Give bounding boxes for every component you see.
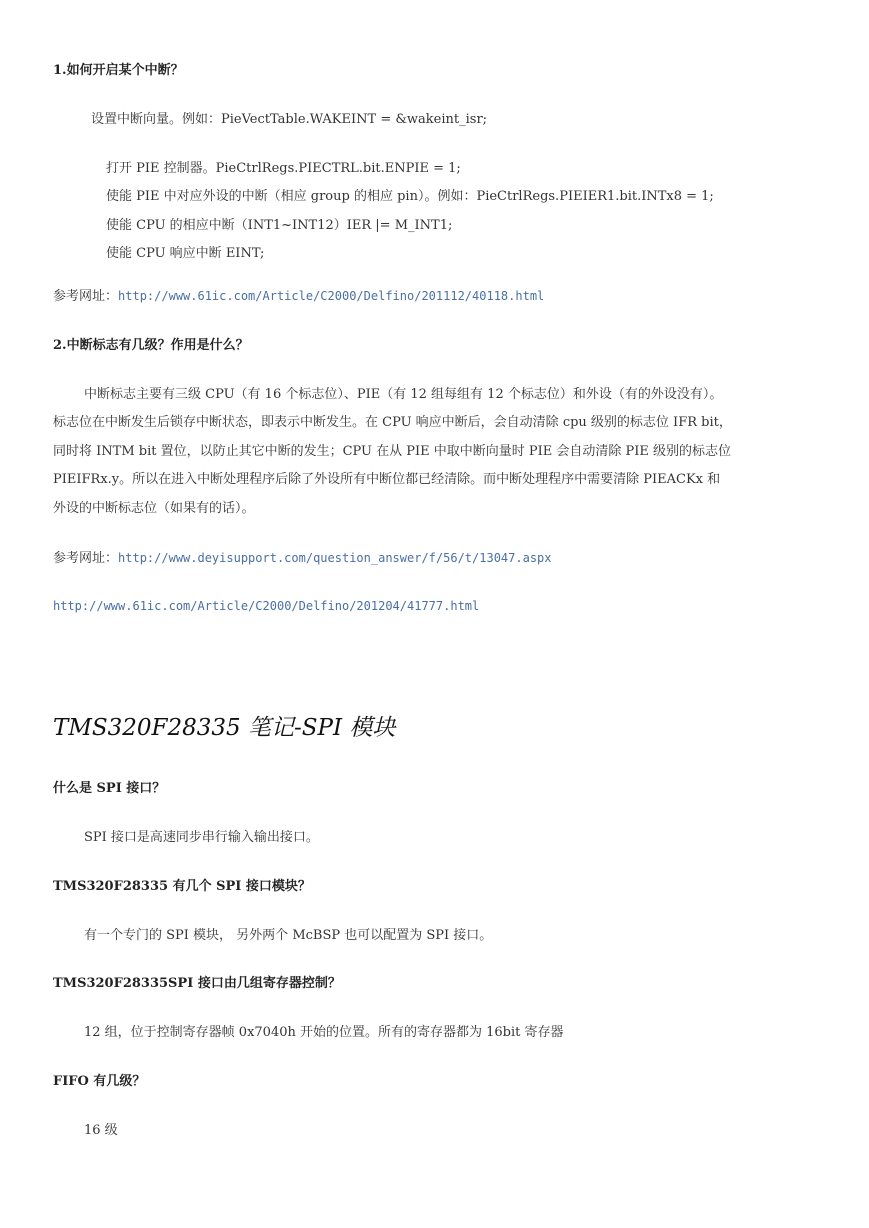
spi-answer-3: 12 组，位于控制寄存器帧 0x7040h 开始的位置。所有的寄存器都为 16bit 寄存器 bbox=[84, 1025, 564, 1040]
section2-para-line: 外设的中断标志位（如果有的话）。 bbox=[53, 501, 255, 516]
section1-line-enable-peripheral: 使能 PIE 中对应外设的中断（相应 group 的相应 pin）。例如：PieCtrlRegs.PIEIER1.bit.INTx8 = 1; bbox=[106, 189, 714, 204]
reference-link-deyisupport[interactable]: http://www.deyisupport.com/question_answer/f/56/t/13047.aspx bbox=[118, 551, 552, 565]
section2-reference-2 bbox=[53, 597, 479, 616]
spi-question-1: 什么是 SPI 接口？ bbox=[53, 781, 166, 796]
section1-line-enable-pie: 打开 PIE 控制器。PieCtrlRegs.PIECTRL.bit.ENPIE = 1; bbox=[106, 161, 461, 176]
section2-reference bbox=[53, 549, 552, 568]
reference-link[interactable]: http://www.61ic.com/Article/C2000/Delfino/201112/40118.html bbox=[118, 289, 545, 303]
reference-label: 参考网址： bbox=[53, 551, 119, 566]
reference-label: 参考网址： bbox=[53, 289, 119, 304]
section2-para-line: 标志位在中断发生后锁存中断状态，即表示中断发生。在 CPU 响应中断后，会自动清除 cpu 级别的标志位 IFR bit， bbox=[53, 415, 732, 430]
section2-heading: 2.中断标志有几级？作用是什么？ bbox=[53, 338, 249, 353]
section2-para-line: 中断标志主要有三级 CPU（有 16 个标志位）、PIE（有 12 组每组有 12 个标志位）和外设（有的外设没有）。 bbox=[84, 387, 723, 402]
spi-answer-4: 16 级 bbox=[84, 1123, 118, 1138]
spi-question-3: TMS320F28335SPI 接口由几组寄存器控制？ bbox=[53, 976, 341, 991]
spi-question-2: TMS320F28335 有几个 SPI 接口模块？ bbox=[53, 879, 311, 894]
spi-title: TMS320F28335 笔记-SPI 模块 bbox=[53, 715, 396, 741]
section1-line-eint: 使能 CPU 响应中断 EINT; bbox=[106, 246, 265, 261]
reference-link-61ic[interactable]: http://www.61ic.com/Article/C2000/Delfino/201204/41777.html bbox=[53, 599, 480, 613]
section2-para-line: PIEIFRx.y。所以在进入中断处理程序后除了外设所有中断位都已经清除。而中断处理程序中需要清除 PIEACKx 和 bbox=[53, 472, 721, 487]
section1-line-vector: 设置中断向量。例如：PieVectTable.WAKEINT = &wakeint_isr; bbox=[91, 112, 488, 127]
spi-question-4: FIFO 有几级？ bbox=[53, 1074, 146, 1089]
section1-reference bbox=[53, 287, 544, 306]
section2-para-line: 同时将 INTM bit 置位，以防止其它中断的发生；CPU 在从 PIE 中取中断向量时 PIE 会自动清除 PIE 级别的标志位 bbox=[53, 444, 732, 459]
spi-answer-1: SPI 接口是高速同步串行输入输出接口。 bbox=[84, 830, 319, 845]
section1-heading: 1.如何开启某个中断？ bbox=[53, 63, 184, 78]
spi-answer-2: 有一个专门的 SPI 模块， 另外两个 McBSP 也可以配置为 SPI 接口。 bbox=[84, 928, 493, 943]
section1-line-enable-cpu: 使能 CPU 的相应中断（INT1~INT12）IER |= M_INT1; bbox=[106, 218, 453, 233]
